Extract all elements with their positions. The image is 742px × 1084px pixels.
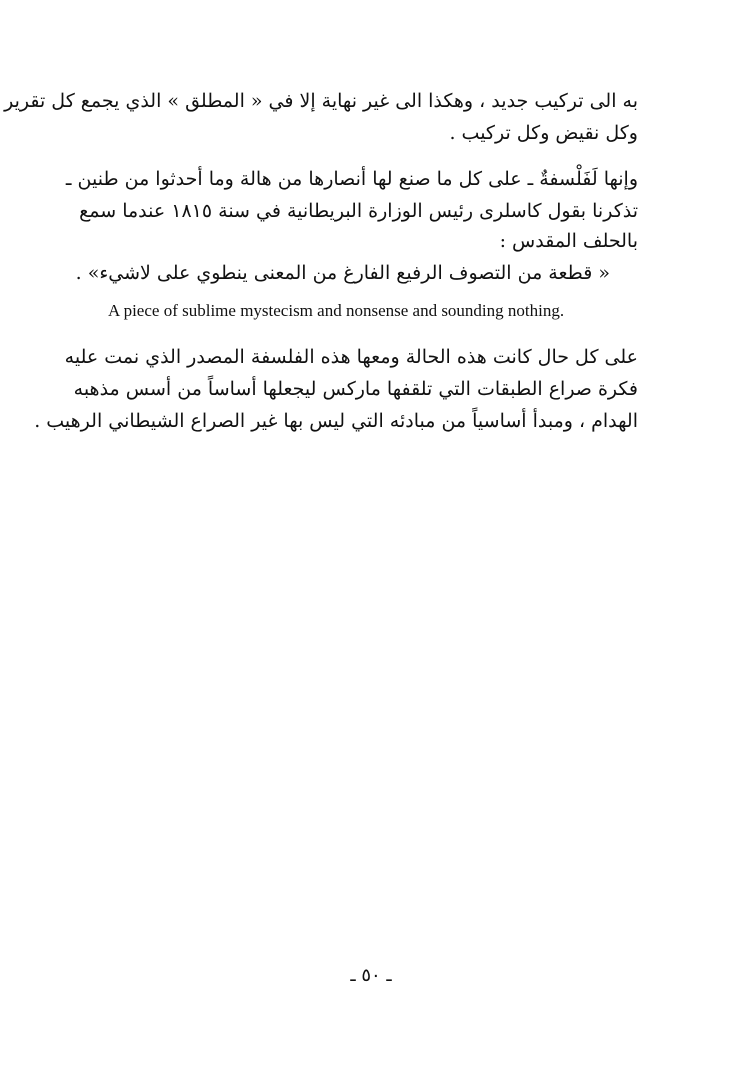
- arabic-quote: « قطعة من التصوف الرفيع الفارغ من المعنى ينطوي على لاشيء» .: [75, 262, 610, 284]
- paragraph-1-line-1: به الى تركيب جديد ، وهكذا الى غير نهاية إلا في « المطلق » الذي يجمع كل تقرير: [4, 90, 638, 112]
- paragraph-2-line-3: بالحلف المقدس :: [499, 230, 638, 252]
- paragraph-3-line-3: الهدام ، ومبدأ أساسياً من مبادئه التي ليس بها غير الصراع الشيطاني الرهيب .: [34, 410, 638, 432]
- paragraph-1-line-2: وكل نقيض وكل تركيب .: [449, 122, 638, 144]
- paragraph-2-line-2: تذكرنا بقول كاسلرى رئيس الوزارة البريطانية في سنة ١٨١٥ عندما سمع: [79, 200, 638, 222]
- english-quote: A piece of sublime mystecism and nonsense and sounding nothing.: [108, 301, 565, 320]
- paragraph-3-line-1: على كل حال كانت هذه الحالة ومعها هذه الفلسفة المصدر الذي نمت عليه: [64, 346, 638, 368]
- page-number: ـ ٥٠ ـ: [350, 965, 392, 986]
- paragraph-2-line-1: وإنها لَفَلْسفةٌ ـ على كل ما صنع لها أنصارها من هالة وما أحدثوا من طنين ـ: [65, 168, 638, 190]
- paragraph-3-line-2: فكرة صراع الطبقات التي تلقفها ماركس ليجعلها أساساً من أسس مذهبه: [73, 378, 638, 400]
